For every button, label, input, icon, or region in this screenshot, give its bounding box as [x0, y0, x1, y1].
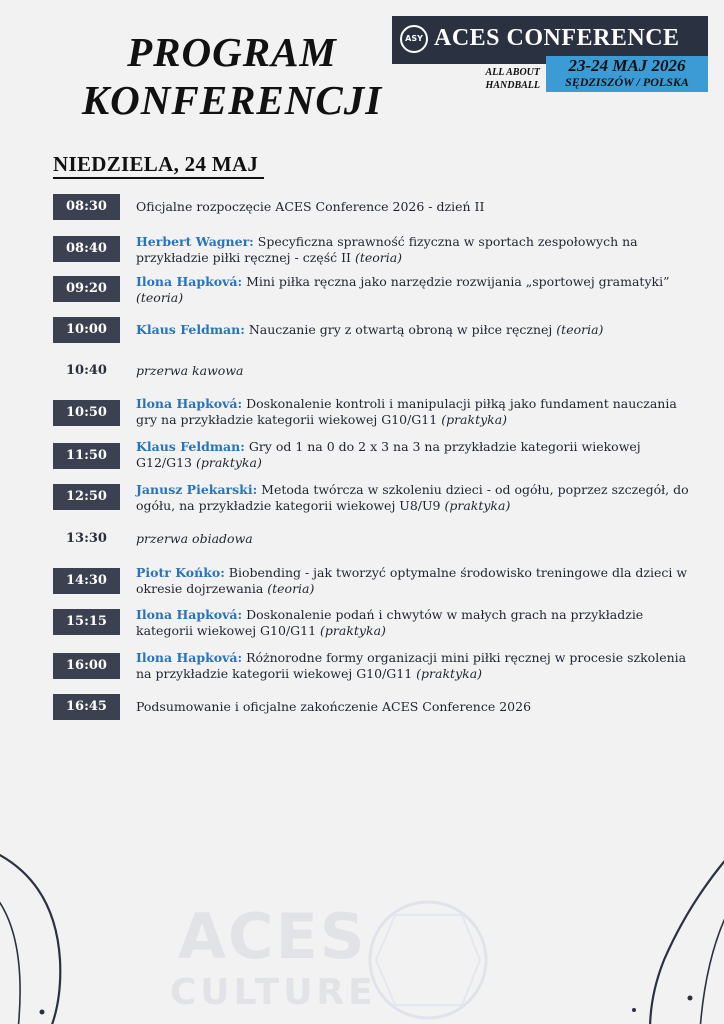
time-badge: 09:20: [53, 276, 120, 302]
brand-name: ACES CONFERENCE: [434, 25, 680, 51]
session-type: (teoria): [354, 250, 403, 265]
time-badge: 16:45: [53, 694, 120, 720]
time-badge: 10:00: [53, 317, 120, 343]
speaker-name: Klaus Feldman:: [136, 439, 245, 454]
time-badge: 11:50: [53, 443, 120, 469]
time-badge: 16:00: [53, 653, 120, 679]
session-text: Nauczanie gry z otwartą obroną w piłce ręcznej: [244, 322, 557, 337]
session-type: (praktyka): [441, 412, 508, 427]
session-text: Podsumowanie i oficjalne zakończenie ACES Conference 2026: [136, 699, 532, 714]
session-type: (praktyka): [444, 498, 511, 513]
session-description: [136, 322, 691, 338]
session-text: Mini piłka ręczna jako narzędzie rozwijania „sportowej gramatyki”: [242, 274, 670, 289]
tagline: [468, 66, 540, 92]
session-type: (praktyka): [416, 666, 483, 681]
title-line-2: KONFERENCJI: [81, 77, 383, 123]
time-label: 10:40: [66, 363, 107, 378]
time-badge: 10:50: [53, 400, 120, 426]
speaker-name: Klaus Feldman:: [136, 322, 245, 337]
session-text: Doskonalenie kontroli i manipulacji piłką jako fundament nauczania gry na przykładzie kategorii wiekowej G10/G11: [136, 396, 677, 427]
aces-logo-icon: ASY: [400, 25, 428, 53]
title-line-1: PROGRAM: [127, 29, 337, 75]
session-text: Różnorodne formy organizacji mini piłki ręcznej w procesie szkolenia na przykładzie kategorii wiekowej G10/G11: [136, 650, 687, 681]
time-badge: 08:40: [53, 236, 120, 262]
session-description: [136, 234, 691, 266]
speaker-name: Piotr Końko:: [136, 565, 225, 580]
time-badge: 08:30: [53, 194, 120, 220]
session-type: (teoria): [136, 290, 184, 305]
session-description: [136, 199, 691, 215]
time-badge: 14:30: [53, 568, 120, 594]
session-description: [136, 650, 691, 682]
speaker-name: Janusz Piekarski:: [136, 482, 258, 497]
tagline-line-2: HANDBALL: [485, 80, 540, 91]
break-label: przerwa kawowa: [136, 363, 244, 378]
session-text: Specyficzna sprawność fizyczna w sportach zespołowych na przykładzie piłki ręcznej - część II: [136, 234, 638, 265]
session-description: [136, 699, 691, 715]
break-label: przerwa obiadowa: [136, 531, 253, 546]
session-description: [136, 565, 691, 597]
speaker-name: Ilona Hapková:: [136, 396, 243, 411]
time-label: 13:30: [66, 531, 107, 546]
tagline-line-1: ALL ABOUT: [485, 67, 540, 78]
time-badge: 12:50: [53, 484, 120, 510]
speaker-name: Ilona Hapková:: [136, 607, 243, 622]
event-location: SĘDZISZÓW / POLSKA: [565, 75, 689, 89]
session-text: Doskonalenie podań i chwytów w małych grach na przykładzie kategorii wiekowej G10/G11: [136, 607, 644, 638]
page-title: [52, 28, 412, 124]
session-type: (praktyka): [195, 455, 262, 470]
speaker-name: Ilona Hapková:: [136, 650, 243, 665]
speaker-name: Herbert Wagner:: [136, 234, 254, 249]
day-heading: NIEDZIELA, 24 MAJ: [53, 152, 264, 179]
speaker-name: Ilona Hapková:: [136, 274, 243, 289]
session-text: Biobending - jak tworzyć optymalne środowisko treningowe dla dzieci w okresie dojrzewania: [136, 565, 688, 596]
watermark-aces: ACES: [178, 900, 367, 973]
watermark-culture: CULTURE: [170, 972, 377, 1013]
session-description: [136, 439, 691, 471]
session-text: Metoda twórcza w szkoleniu dzieci - od ogółu, poprzez szczegół, do ogółu, na przykładzie kategorii wiekowej U8/U9: [136, 482, 689, 513]
session-description: [136, 607, 691, 639]
date-location-box: [546, 56, 708, 92]
session-description: [136, 396, 691, 428]
session-text: Gry od 1 na 0 do 2 x 3 na 3 na przykładzie kategorii wiekowej G12/G13: [136, 439, 641, 470]
session-type: (teoria): [556, 322, 604, 337]
session-description: [136, 274, 691, 306]
event-date: 23-24 MAJ 2026: [568, 56, 686, 75]
session-type: (teoria): [267, 581, 315, 596]
session-description: [136, 482, 691, 514]
time-badge: 15:15: [53, 609, 120, 635]
session-type: (praktyka): [320, 623, 386, 638]
session-text: Oficjalne rozpoczęcie ACES Conference 2026 - dzień II: [136, 199, 485, 214]
